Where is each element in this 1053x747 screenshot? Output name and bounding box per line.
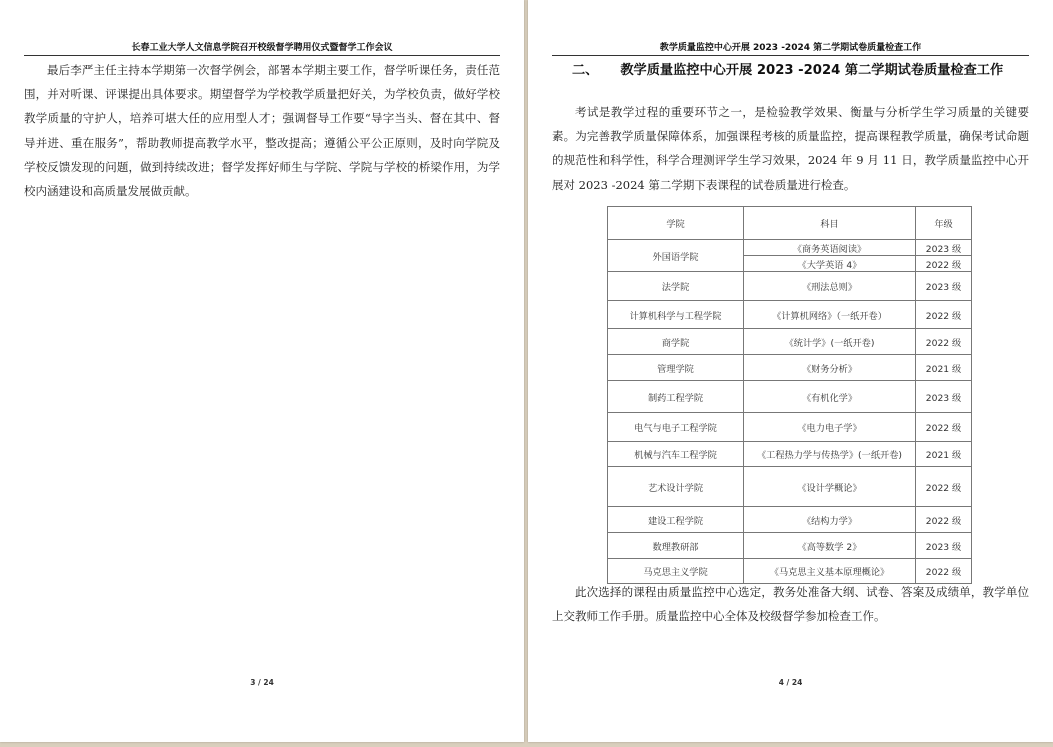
college-cell: 数理教研部 (608, 533, 744, 559)
college-cell: 商学院 (608, 329, 744, 355)
grade-cell: 2022 级 (916, 507, 972, 533)
intro-paragraph: 考试是教学过程的重要环节之一，是检验教学效果、衡量与分析学生学习质量的关键要素。为完善教学质量保障体系，加强课程考核的质量监控，提高课程教学质量，确保考试命题的规范性和科学性，科学合理测评学生学习效果，2024 年 9 月 11 日，教学质量监控中心开展对 2023 -2024 第二学期下表课程的试卷质量进行检查。 (552, 105, 1029, 192)
subject-cell: 《马克思主义基本原理概论》 (744, 559, 916, 584)
header-subject: 科目 (744, 207, 916, 240)
header-college: 学院 (608, 207, 744, 240)
subject-cell: 《商务英语阅读》 (744, 240, 916, 256)
page-header: 教学质量监控中心开展 2023 -2024 第二学期试卷质量检查工作 (552, 40, 1029, 56)
college-cell: 计算机科学与工程学院 (608, 301, 744, 329)
subject-cell: 《设计学概论》 (744, 467, 916, 507)
table-row (608, 272, 972, 301)
college-cell: 建设工程学院 (608, 507, 744, 533)
subject-cell: 《高等数学 2》 (744, 533, 916, 559)
college-cell: 外国语学院 (608, 240, 744, 272)
grade-cell: 2023 级 (916, 272, 972, 301)
college-cell: 马克思主义学院 (608, 559, 744, 584)
college-cell: 艺术设计学院 (608, 467, 744, 507)
table-row (608, 240, 972, 256)
table-row (608, 413, 972, 442)
table-row (608, 381, 972, 413)
section-number: 二、 (572, 63, 599, 78)
subject-cell: 《刑法总则》 (744, 272, 916, 301)
subject-cell: 《财务分析》 (744, 355, 916, 381)
college-cell: 制药工程学院 (608, 381, 744, 413)
table-row (608, 301, 972, 329)
grade-cell: 2022 级 (916, 256, 972, 272)
table-row (608, 442, 972, 467)
header-grade: 年级 (916, 207, 972, 240)
grade-cell: 2022 级 (916, 329, 972, 355)
grade-cell: 2022 级 (916, 413, 972, 442)
grade-cell: 2023 级 (916, 240, 972, 256)
section-title-text: 教学质量监控中心开展 2023 -2024 第二学期试卷质量检查工作 (620, 63, 1004, 78)
grade-cell: 2022 级 (916, 467, 972, 507)
table-row (608, 507, 972, 533)
table-row (608, 467, 972, 507)
subject-cell: 《工程热力学与传热学》(一纸开卷) (744, 442, 916, 467)
table-row (608, 355, 972, 381)
grade-cell: 2022 级 (916, 559, 972, 584)
grade-cell: 2023 级 (916, 381, 972, 413)
subject-cell: 《结构力学》 (744, 507, 916, 533)
page-header: 长春工业大学人文信息学院召开校级督学聘用仪式暨督学工作会议 (24, 40, 500, 56)
college-cell: 法学院 (608, 272, 744, 301)
grade-cell: 2021 级 (916, 355, 972, 381)
subject-cell: 《有机化学》 (744, 381, 916, 413)
section-heading (572, 59, 1043, 78)
college-cell: 电气与电子工程学院 (608, 413, 744, 442)
college-cell: 管理学院 (608, 355, 744, 381)
page-number: 4 / 24 (778, 678, 803, 687)
exam-check-table (607, 206, 972, 584)
subject-cell: 《电力电子学》 (744, 413, 916, 442)
page-number: 3 / 24 (250, 678, 274, 687)
college-cell: 机械与汽车工程学院 (608, 442, 744, 467)
grade-cell: 2021 级 (916, 442, 972, 467)
closing-paragraph: 此次选择的课程由质量监控中心选定，教务处准备大纲、试卷、答案及成绩单，教学单位上交教师工作手册。质量监控中心全体及校级督学参加检查工作。 (552, 585, 1029, 624)
table-header-row (608, 207, 972, 240)
document-page-3 (0, 0, 524, 742)
table-row (608, 329, 972, 355)
grade-cell: 2023 级 (916, 533, 972, 559)
subject-cell: 《统计学》(一纸开卷) (744, 329, 916, 355)
subject-cell: 《计算机网络》（一纸开卷） (744, 301, 916, 329)
grade-cell: 2022 级 (916, 301, 972, 329)
table-row (608, 533, 972, 559)
body-paragraph: 最后李严主任主持本学期第一次督学例会，部署本学期主要工作，督学听课任务，责任范围，并对听课、评课提出具体要求。期望督学为学校教学质量把好关，为学校负责，做好学校教学质量的守护人，培养可堪大任的应用型人才；强调督导工作要“导字当头、督在其中、督导并进、重在服务”，帮助教师提高教学水平，整改提高；遵循公平公正原则，及时向学院及学校反馈发现的问题，做到持续改进；督学发挥好师生与学院、学院与学校的桥梁作用，为学校内涵建设和高质量发展做贡献。 (24, 63, 500, 199)
subject-cell: 《大学英语 4》 (744, 256, 916, 272)
document-page-4 (528, 0, 1053, 742)
